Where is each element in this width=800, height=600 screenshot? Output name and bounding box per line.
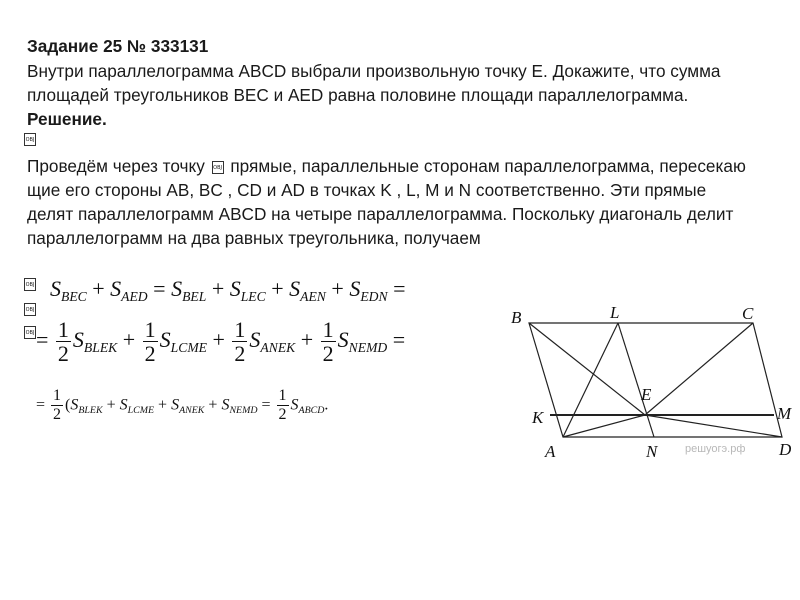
formula-line-1: $S_{BEC} + S_{AED} = S_{BEL} + S_{LEC} + S_{AEN} + S_{EDN}$ = — [50, 276, 406, 304]
object-placeholder-icon: OBJ — [24, 326, 36, 339]
task-statement-line-2: площадей треугольников BEC и AED равна половине площади параллелограмма. — [27, 85, 689, 105]
segment-ce — [645, 323, 753, 415]
label-l: L — [610, 303, 620, 322]
formula-line-2: = $\frac{1}{2}$ $S_{BLEK}$ + $\frac{1}{2}$ $S_{LCME}$ + $\frac{1}{2}$ $S_{ANEK}$ + $\frac{1}{2}$ $S_{NEMD}$ = — [36, 317, 406, 367]
segment-ae — [563, 415, 645, 437]
segment-de — [645, 415, 782, 437]
line-ln — [618, 323, 654, 437]
solution-line-1-after: прямые, параллельные сторонам параллелограмма, пересекаю — [230, 156, 746, 176]
solution-line-4: параллелограмм на два равных треугольника, получаем — [27, 228, 481, 248]
object-placeholder-icon: OBJ — [24, 278, 36, 291]
object-placeholder-icon: OBJ — [24, 303, 36, 316]
task-statement-line-1: Внутри параллелограмма ABCD выбрали произвольную точку E. Докажите, что сумма — [27, 61, 721, 81]
formula-line-3: = $\frac{1}{2}$ ($S_{BLEK} + S_{LCME} + S_{ANEK} + S_{NEMD}$ = $\frac{1}{2}$ $S_{ABCD}$. — [36, 387, 329, 423]
solution-line-2: щие его стороны AB, BC , CD и AD в точках K , L, M и N соответственно. Эти прямые — [27, 180, 707, 200]
solution-line-1-before: Проведём через точку — [27, 156, 205, 176]
label-e: E — [641, 385, 652, 404]
solution-heading: Решение. — [27, 109, 107, 129]
task-title: Задание 25 № 333131 — [27, 36, 209, 56]
label-b: B — [511, 308, 522, 327]
label-k: K — [532, 408, 544, 427]
segment-be — [529, 323, 645, 415]
label-c: C — [742, 304, 754, 323]
label-a: A — [545, 442, 556, 461]
watermark: решуогэ.рф — [685, 443, 746, 455]
label-n: N — [646, 442, 658, 461]
parallelogram-abcd — [529, 323, 782, 437]
solution-line-3: делят параллелограмм ABCD на четыре параллелограмма. Поскольку диагональ делит — [27, 204, 734, 224]
object-placeholder-icon: OBJ — [24, 133, 36, 146]
diagonal-al — [563, 323, 618, 437]
object-placeholder-icon: OBJ — [212, 161, 224, 174]
label-m: M — [777, 404, 792, 423]
label-d: D — [779, 440, 792, 459]
